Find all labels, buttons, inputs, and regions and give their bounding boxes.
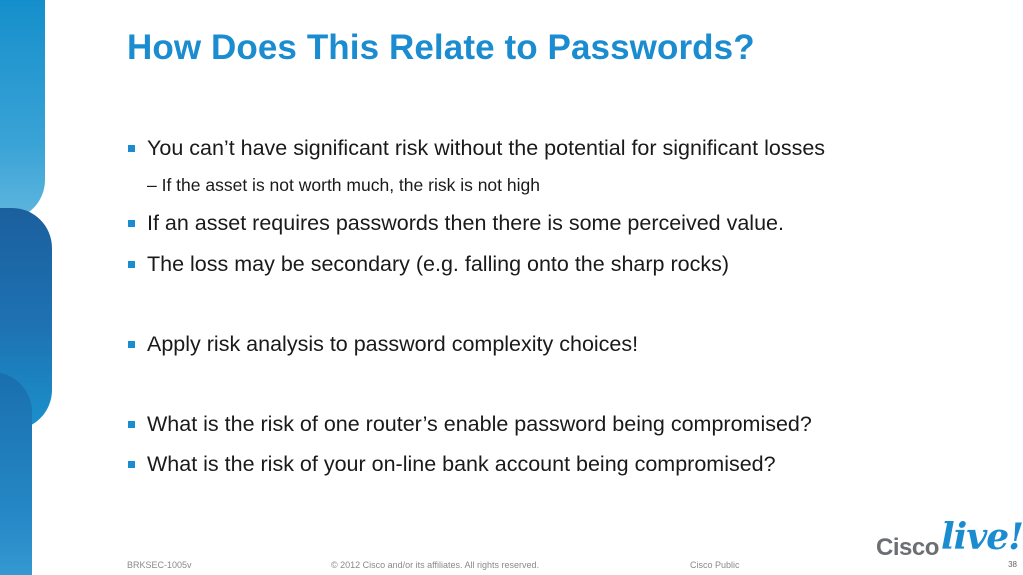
slide-number: 38 [1008, 560, 1017, 569]
bullet-item [127, 211, 1007, 235]
bullet-text: What is the risk of one router’s enable password being compromised? [147, 412, 812, 436]
logo-accent: live! [941, 516, 1023, 558]
decorative-bar-bottom [0, 372, 32, 575]
bullet-text: The loss may be secondary (e.g. falling onto the sharp rocks) [147, 252, 729, 276]
bullet-icon [128, 220, 135, 227]
bullet-text: You can’t have significant risk without the potential for significant losses [147, 136, 826, 160]
sub-bullet-item [127, 175, 1007, 195]
bullet-icon [128, 145, 135, 152]
slide-title: How Does This Relate to Passwords? [127, 28, 755, 67]
bullet-icon [128, 261, 135, 268]
bullet-item [127, 136, 1007, 160]
bullet-item [127, 252, 1007, 276]
bullet-text: If an asset requires passwords then there is some perceived value. [147, 211, 784, 235]
bullet-item [127, 412, 1007, 436]
bullet-text: What is the risk of your on-line bank account being compromised? [147, 452, 776, 476]
footer-session-id: BRKSEC-1005v [127, 560, 192, 570]
footer-classification: Cisco Public [690, 560, 740, 570]
decorative-bar-top [0, 0, 45, 220]
bullet-item [127, 452, 1007, 476]
bullet-icon [128, 421, 135, 428]
logo-word: Cisco [876, 534, 939, 561]
footer-copyright: © 2012 Cisco and/or its affiliates. All rights reserved. [331, 560, 540, 570]
bullet-icon [128, 341, 135, 348]
cisco-live-logo [876, 514, 1023, 561]
bullet-item [127, 332, 1007, 356]
sub-bullet-text: – If the asset is not worth much, the risk is not high [147, 175, 540, 195]
bullet-icon [128, 461, 135, 468]
bullet-list [127, 132, 1007, 476]
bullet-text: Apply risk analysis to password complexity choices! [147, 332, 639, 356]
